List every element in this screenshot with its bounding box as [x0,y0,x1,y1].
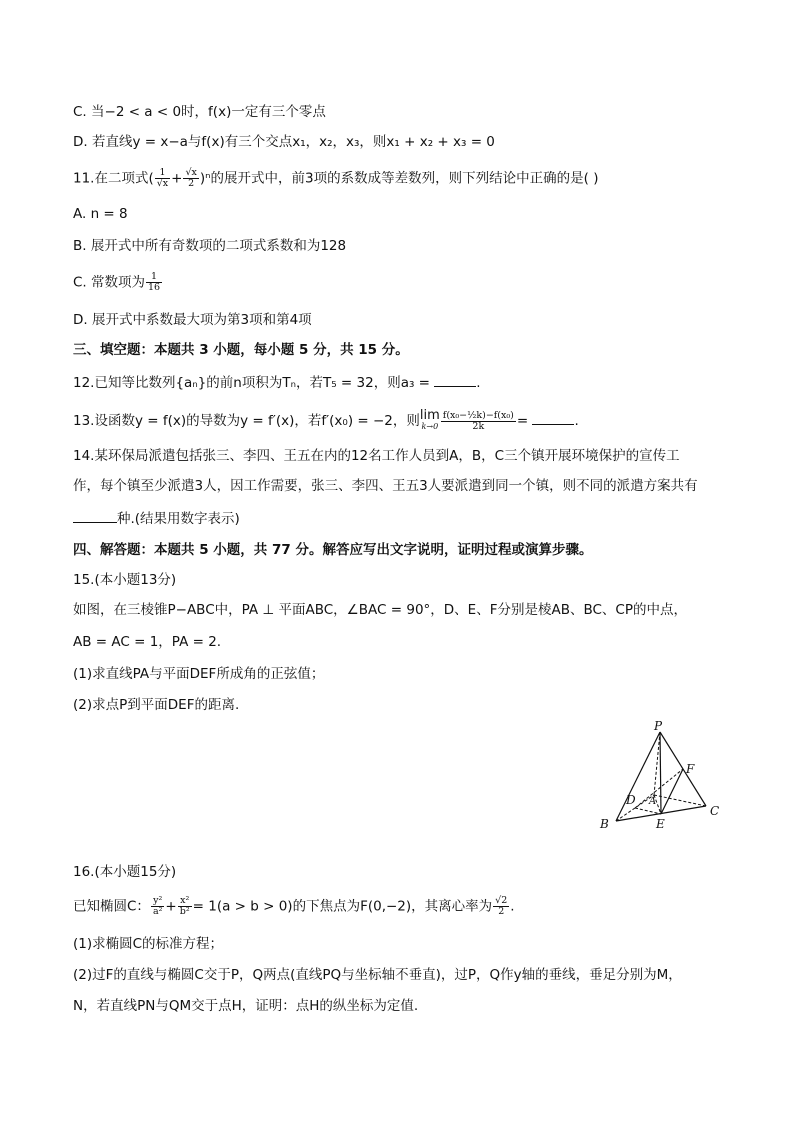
section-3-heading: 三、填空题：本题共 3 小题，每小题 5 分，共 15 分。 [73,342,409,358]
label-P: P [654,719,663,733]
q13-frac [441,411,516,432]
q11-option-c [73,272,163,293]
label-F: F [686,762,695,776]
q14-line-1: 14.某环保局派遣包括张三、李四、王五在内的12名工作人员到A，B，C三个镇开展环境保护的宣传工 [73,448,680,464]
q16-line-1 [73,896,515,917]
label-E: E [656,817,665,831]
q16-frac-2 [178,896,192,917]
q11-optc-frac [146,272,162,293]
section-4-heading: 四、解答题：本题共 5 小题，共 77 分。解答应写出文字说明，证明过程或演算步骤。 [73,542,593,558]
q14-line-3 [73,508,240,529]
q14-answer-blank[interactable] [73,508,117,523]
q11-plus: + [171,170,183,187]
q11-frac-2 [183,168,198,189]
q13-eq: = [516,413,529,429]
q13 [73,410,579,432]
q15-header: 15.(本小题13分) [73,572,177,588]
q16-f2-num: x² [178,896,192,907]
q16-f3-den: 2 [498,906,505,917]
q12-end: . [476,375,481,391]
q16-part-2-line-2: N，若直线PN与QM交于点H，证明：点H的纵坐标为定值. [73,998,419,1014]
q15-line-1: 如图，在三棱锥P−ABC中，PA ⊥ 平面ABC，∠BAC = 90°，D、E、F分别是棱AB、BC、CP的中点， [73,602,687,618]
q16-f3-num: √2 [495,895,508,906]
q11-optc-num: 1 [146,272,162,283]
q11-frac2-num: √x [185,167,197,178]
q11-stem-post: )ⁿ的展开式中，前3项的系数成等差数列，则下列结论中正确的是( ) [199,170,599,187]
q13-end: . [574,413,579,429]
q12-text: 12.已知等比数列{aₙ}的前n项积为Tₙ，若T₅ = 32，则a₃ = [73,375,430,391]
q13-frac-den: 2k [472,420,485,432]
q12-answer-blank[interactable] [434,372,476,387]
q13-limit [420,410,440,432]
q13-lim-sub: k→0 [421,422,439,431]
q11-frac2-den: 2 [188,178,195,189]
q11-option-a: A. n = 8 [73,206,128,222]
q13-answer-blank[interactable] [532,410,574,425]
q15-line-2: AB = AC = 1，PA = 2. [73,634,222,650]
q13-text: 13.设函数y = f(x)的导数为y = f′(x)，若f′(x₀) = −2，则 [73,413,420,429]
q11-optc-pre: C. 常数项为 [73,274,146,291]
label-C: C [710,804,720,818]
q16-f1-den: a² [152,906,163,917]
q11-option-b: B. 展开式中所有奇数项的二项式系数和为128 [73,238,347,254]
q10-option-c: C. 当−2 < a < 0时，f(x)一定有三个零点 [73,104,326,120]
q11-option-d: D. 展开式中系数最大项为第3项和第4项 [73,312,312,328]
q13-lim-word: lim [419,408,440,423]
q16-end: . [510,898,515,915]
q15-part-2: (2)求点P到平面DEF的距离. [73,697,240,713]
q16-f2-den: b² [179,906,190,917]
q11-optc-den: 16 [148,282,161,293]
q16-plus: + [165,898,177,915]
q15-part-1: (1)求直线PA与平面DEF所成角的正弦值； [73,666,325,682]
q16-mid: = 1(a > b > 0)的下焦点为F(0,−2)，其离心率为 [192,898,493,915]
q16-part-1: (1)求椭圆C的标准方程； [73,936,224,952]
q12 [73,372,481,393]
q16-header: 16.(本小题15分) [73,864,177,880]
q16-frac-1 [151,896,164,917]
q16-f1-num: y² [151,896,164,907]
label-A: A [649,796,657,807]
q11-stem [73,168,598,189]
q11-stem-pre: 11.在二项式( [73,170,154,187]
label-D: D [626,793,636,807]
q11-frac1-den: √x [156,178,169,189]
q14-line3-text: 种.(结果用数字表示) [117,511,240,527]
tetrahedron-figure [590,718,730,836]
q16-frac-3 [493,896,509,917]
q16-part-2-line-1: (2)过F的直线与椭圆C交于P，Q两点(直线PQ与坐标轴不垂直)，过P，Q作y轴的垂线，垂足分别为M， [73,967,682,983]
q16-pre: 已知椭圆C： [73,898,150,915]
q10-option-d: D. 若直线y = x−a与f(x)有三个交点x₁，x₂，x₃，则x₁ + x₂ + x₃ = 0 [73,134,495,150]
q14-line-2: 作，每个镇至少派遣3人，因工作需要，张三、李四、王五3人要派遣到同一个镇，则不同的派遣方案共有 [73,478,698,494]
q11-frac-1 [155,168,170,189]
q13-frac-num: f(x₀−½k)−f(x₀) [442,409,514,421]
q11-frac1-num: 1 [155,168,170,179]
label-B: B [600,817,609,831]
